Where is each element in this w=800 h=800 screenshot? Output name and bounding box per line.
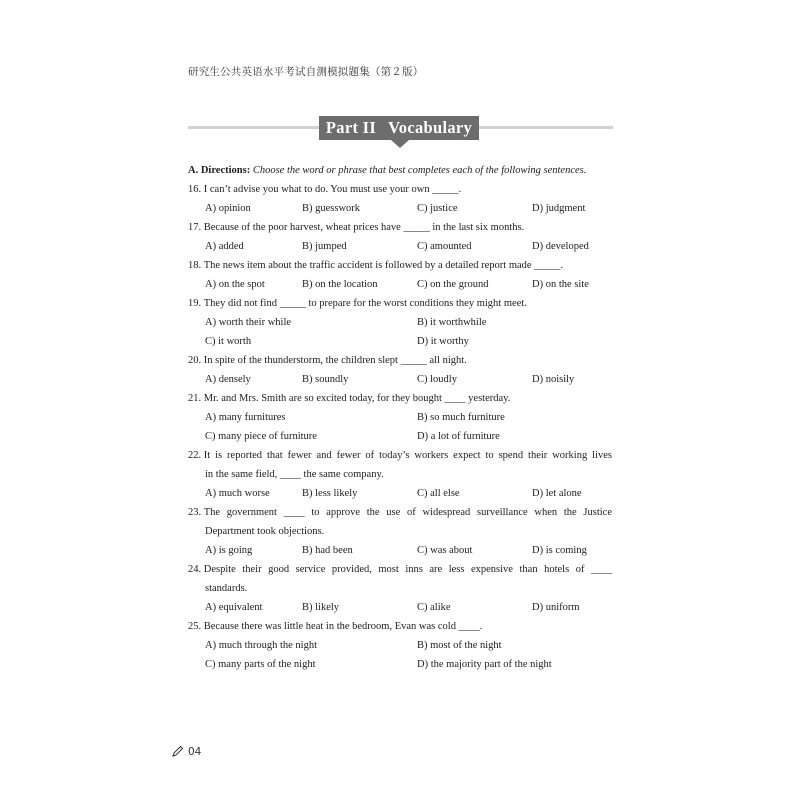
- question-item: [188, 294, 612, 351]
- question-line: [188, 617, 612, 636]
- question-text: I can’t advise you what to do. You must use your own _____.: [203, 184, 462, 195]
- answer-option: D) noisily: [532, 374, 575, 385]
- options-row: [188, 427, 612, 446]
- question-number: 18.: [188, 260, 202, 271]
- answer-option: D) developed: [532, 241, 589, 252]
- options-row: [188, 636, 612, 655]
- options-row: [188, 408, 612, 427]
- question-text-continued: standards.: [205, 583, 248, 594]
- question-number: 25.: [188, 621, 202, 632]
- page-number: 04: [188, 745, 202, 758]
- question-line: [188, 256, 612, 275]
- options-row: [188, 655, 612, 674]
- answer-option: B) so much furniture: [417, 412, 505, 423]
- answer-option: C) on the ground: [417, 279, 489, 290]
- page-footer: [171, 745, 201, 758]
- answer-option: A) equivalent: [205, 602, 263, 613]
- answer-option: A) is going: [205, 545, 253, 556]
- options-row: [188, 313, 612, 332]
- answer-option: C) justice: [417, 203, 458, 214]
- answer-option: A) many furnitures: [205, 412, 286, 423]
- options-row: [188, 332, 612, 351]
- answer-option: C) amounted: [417, 241, 472, 252]
- answer-option: C) was about: [417, 545, 473, 556]
- question-text: Mr. and Mrs. Smith are so excited today, for they bought ____ yesterday.: [203, 393, 511, 404]
- answer-option: C) loudly: [417, 374, 457, 385]
- question-text-continued: in the same field, ____ the same company.: [205, 469, 384, 480]
- answer-option: C) it worth: [205, 336, 252, 347]
- options-row: [188, 275, 612, 294]
- question-item: [188, 560, 612, 617]
- answer-option: A) densely: [205, 374, 251, 385]
- question-number: 24.: [188, 564, 202, 575]
- question-text: The government ____ to approve the use of widespread surveillance when the Justice: [203, 507, 612, 518]
- question-number: 17.: [188, 222, 202, 233]
- answer-option: A) added: [205, 241, 244, 252]
- question-item: [188, 503, 612, 560]
- options-row: [188, 541, 612, 560]
- question-line: [188, 389, 612, 408]
- question-line: [188, 351, 612, 370]
- pencil-icon: [171, 745, 184, 758]
- book-title: 研究生公共英语水平考试自测模拟题集（第２版）: [188, 66, 424, 78]
- answer-option: B) jumped: [302, 241, 347, 252]
- question-text: They did not find _____ to prepare for the worst conditions they might meet.: [203, 298, 527, 309]
- question-item: [188, 617, 612, 674]
- question-number: 16.: [188, 184, 202, 195]
- question-item: [188, 389, 612, 446]
- question-line: [188, 560, 612, 579]
- question-item: [188, 218, 612, 256]
- question-text: In spite of the thunderstorm, the children slept _____ all night.: [203, 355, 467, 366]
- options-row: [188, 237, 612, 256]
- question-item: [188, 180, 612, 218]
- answer-option: B) on the location: [302, 279, 378, 290]
- question-line: [188, 180, 612, 199]
- section-part: Part II: [325, 118, 377, 137]
- answer-option: D) judgment: [532, 203, 586, 214]
- directions: [188, 161, 612, 180]
- answer-option: A) much worse: [205, 488, 270, 499]
- options-row: [188, 370, 612, 389]
- question-list: [188, 161, 612, 674]
- answer-option: B) soundly: [302, 374, 349, 385]
- answer-option: B) guesswork: [302, 203, 361, 214]
- answer-option: B) had been: [302, 545, 353, 556]
- answer-option: D) a lot of furniture: [417, 431, 500, 442]
- question-item: [188, 256, 612, 294]
- answer-option: B) most of the night: [417, 640, 502, 651]
- question-text: Because there was little heat in the bedroom, Evan was cold ____.: [203, 621, 483, 632]
- directions-text: Choose the word or phrase that best completes each of the following sentences.: [252, 165, 587, 176]
- question-text: It is reported that fewer and fewer of today’s workers expect to spend their working lives: [203, 450, 612, 461]
- question-line: [188, 218, 612, 237]
- answer-option: D) let alone: [532, 488, 582, 499]
- question-item: [188, 446, 612, 503]
- answer-option: B) likely: [302, 602, 340, 613]
- question-text: Because of the poor harvest, wheat prices have _____ in the last six months.: [203, 222, 525, 233]
- answer-option: D) it worthy: [417, 336, 469, 347]
- answer-option: A) worth their while: [205, 317, 292, 328]
- answer-option: B) it worthwhile: [417, 317, 487, 328]
- answer-option: A) opinion: [205, 203, 251, 214]
- answer-option: A) much through the night: [205, 640, 317, 651]
- answer-option: D) uniform: [532, 602, 580, 613]
- options-row: [188, 484, 612, 503]
- answer-option: D) the majority part of the night: [417, 659, 552, 670]
- answer-option: D) is coming: [532, 545, 587, 556]
- question-number: 20.: [188, 355, 202, 366]
- question-text: The news item about the traffic accident is followed by a detailed report made _____.: [203, 260, 564, 271]
- answer-option: D) on the site: [532, 279, 589, 290]
- question-line: [188, 503, 612, 522]
- options-row: [188, 199, 612, 218]
- section-name: Vocabulary: [388, 118, 473, 137]
- answer-option: A) on the spot: [205, 279, 265, 290]
- answer-option: C) many parts of the night: [205, 659, 316, 670]
- question-number: 22.: [188, 450, 202, 461]
- question-text: Despite their good service provided, most inns are less expensive than hotels of ____: [203, 564, 612, 575]
- question-number: 21.: [188, 393, 202, 404]
- question-line: [188, 446, 612, 465]
- answer-option: C) many piece of furniture: [205, 431, 317, 442]
- section-banner: [319, 116, 479, 140]
- question-item: [188, 351, 612, 389]
- answer-option: C) all else: [417, 488, 460, 499]
- banner-pointer: [391, 140, 409, 148]
- directions-label: A. Directions:: [188, 165, 251, 176]
- answer-option: C) alike: [417, 602, 451, 613]
- question-number: 23.: [188, 507, 202, 518]
- question-number: 19.: [188, 298, 202, 309]
- question-line: [188, 294, 612, 313]
- options-row: [188, 598, 612, 617]
- question-text-continued: Department took objections.: [205, 526, 325, 537]
- answer-option: B) less likely: [302, 488, 358, 499]
